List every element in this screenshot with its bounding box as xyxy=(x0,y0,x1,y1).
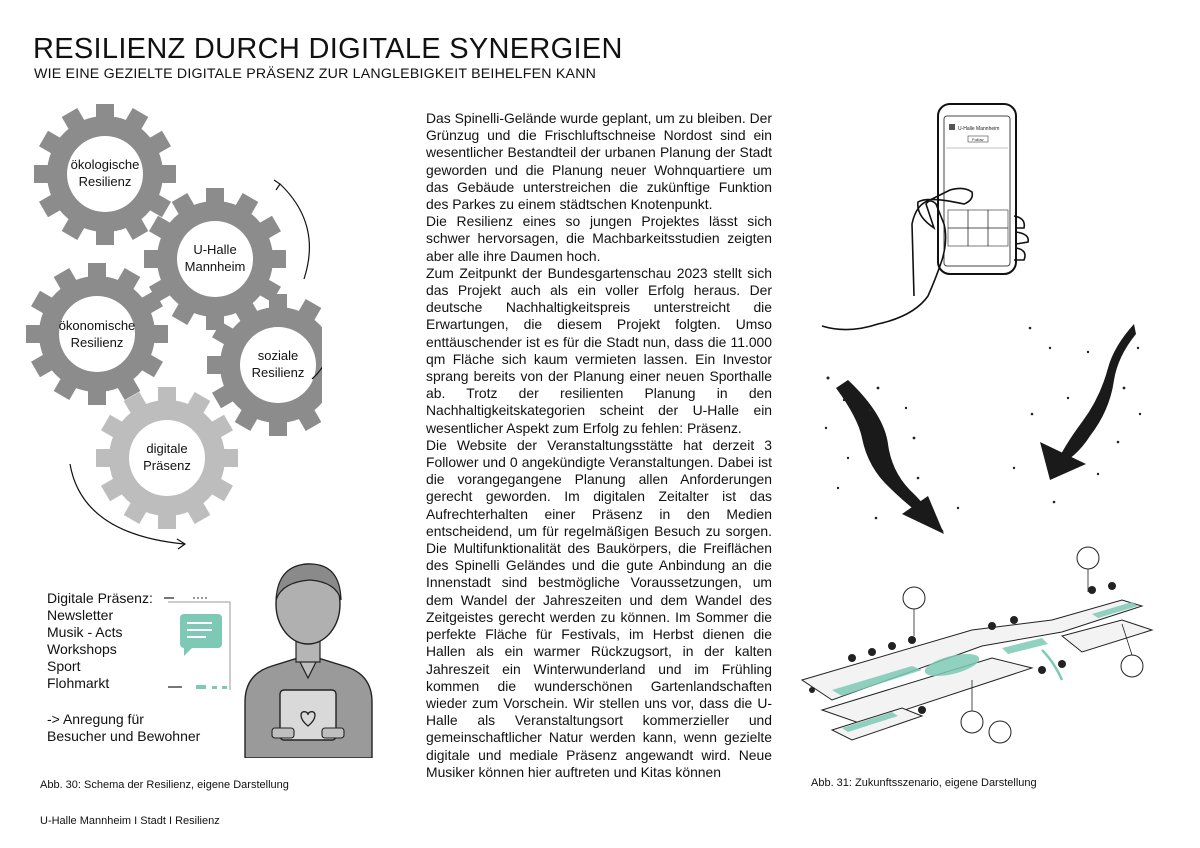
group-icon xyxy=(1121,655,1143,677)
gear-label-digital: digitale Präsenz xyxy=(143,441,191,473)
music-icon xyxy=(989,721,1011,743)
resilience-gear-diagram xyxy=(22,104,322,564)
phone-hand-illustration xyxy=(818,100,1048,340)
food-icon xyxy=(961,711,983,733)
gear-label-oekologisch: ökologische Resilienz xyxy=(70,157,140,189)
paragraph: Die Website der Veranstaltungsstätte hat derzeit 3 Follower und 0 angekündigte Veranstaltungen. Dabei ist die vorangegangene Planung allen Anforderungen gerecht geworden. Im digitalen Zeitalter ist das Aufrechterhalten einer Präsenz in den Medien entscheidend, um für regelmäßigen Besuch zu sorgen. Die Multifunktionalität des Baukörpers, die Freiflächen des Spinelli Geländes und die gute Anbindung an die Innenstadt sind bestmögliche Voraussetzungen, um dem Wandel der Jahreszeiten und dem Wandel des Zeitgeistes gerecht werden zu können. Im Sommer die perfekte Fläche für Festivals, im Herbst dienen die Hallen als ein warmer Rückzugsort, in der kalten Jahreszeit ein Winterwunderland und im Frühling kommen die wunderschönen Gartenlandschaften wieder zum Vorschein. Wir stellen uns vor, dass die U-Halle als Veranstaltungsort kommerzieller und gemeinschaftlicher Natur werden kann, wenn gezielte digitale und mediale Präsenz angewandt wird. Neue Musiker können hier auftreten und Kitas können xyxy=(426,436,772,780)
svg-text:Follow: Follow xyxy=(972,137,984,142)
presence-note: -> Anregung für Besucher und Bewohner xyxy=(47,711,201,744)
list-item: Newsletter xyxy=(47,607,114,623)
family-icon xyxy=(1077,547,1099,569)
person-icon xyxy=(245,564,372,758)
website-card xyxy=(164,598,230,690)
digital-presence-list xyxy=(47,590,153,692)
presence-heading: Digitale Präsenz: xyxy=(47,590,153,606)
list-item: Flohmarkt xyxy=(47,675,110,691)
paragraph: Das Spinelli-Gelände wurde geplant, um zu bleiben. Der Grünzug und die Frischluftschneise Nordost sind ein wesentlicher Bestandteil der urbanen Planung der Stadt geworden und die Planung neuer Wohnquartiere um das Gebäude unterstreichen die zukünftige Funktion des Parkes zu einem städtschen Knotenpunkt. xyxy=(426,110,772,213)
svg-text:U-Halle Mannheim: U-Halle Mannheim xyxy=(958,126,1000,132)
body-text-column xyxy=(426,110,772,786)
gear-label-uhalle: U-Halle Mannheim xyxy=(184,242,246,274)
list-item: Workshops xyxy=(47,641,117,657)
future-scenario-illustration xyxy=(792,540,1182,770)
paragraph: Die Resilienz eines so jungen Projektes lässt sich schwer hervorsagen, die Machbarkeitsstudien zeigten aber alle ihre Daumen hoch. xyxy=(426,213,772,264)
page-subtitle: WIE EINE GEZIELTE DIGITALE PRÄSENZ ZUR LANGLEBIGKEIT BEIHELFEN KANN xyxy=(34,66,597,82)
list-item: Sport xyxy=(47,658,81,674)
person-laptop-illustration xyxy=(160,562,396,758)
gear-label-sozial: soziale Resilienz xyxy=(251,348,305,380)
page-footer: U-Halle Mannheim I Stadt I Resilienz xyxy=(40,815,220,827)
list-item: Musik - Acts xyxy=(47,624,123,640)
page-title: RESILIENZ DURCH DIGITALE SYNERGIEN xyxy=(33,33,623,65)
corridor-right xyxy=(1013,324,1141,503)
gear-label-oekonomisch: ökonomische Resilienz xyxy=(58,318,136,350)
figure-caption-30: Abb. 30: Schema der Resilienz, eigene Darstellung xyxy=(40,779,289,791)
corridor-left xyxy=(825,377,959,535)
paragraph: Zum Zeitpunkt der Bundesgartenschau 2023 stellt sich das Projekt auch als ein voller Erfolg heraus. Der deutsche Nachhaltigkeitspreis unterstreicht die Erwartungen, die diesem Projekt folgten. Umso enttäuschender ist es für die Stadt nun, dass die 11.000 qm Fläche sich kaum vermieten lassen. Ein Investor sprang bereits von der Planung einer neuen Sporthalle ab. Trotz der resilienten Planung in den Nachhaltigkeitskategorien scheint der U-Halle ein wesentlicher Aspekt zum Erfolg zu fehlen: Präsenz. xyxy=(426,264,772,436)
green-corridor-illustration xyxy=(818,318,1148,540)
market-icon xyxy=(903,587,925,609)
figure-caption-31: Abb. 31: Zukunftsszenario, eigene Darstellung xyxy=(811,777,1037,789)
